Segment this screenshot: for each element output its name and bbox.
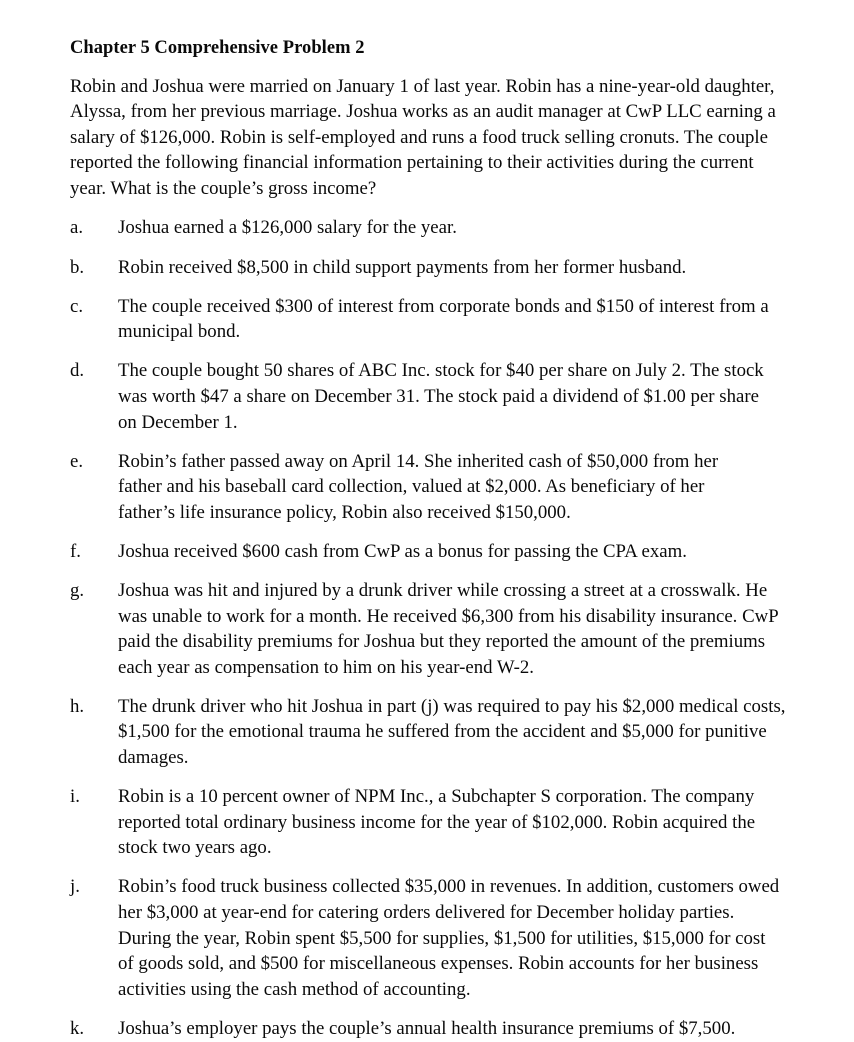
list-item bbox=[70, 784, 796, 861]
list-item-label: b. bbox=[70, 256, 85, 278]
list-item bbox=[70, 215, 796, 241]
list-item bbox=[70, 694, 796, 771]
list-item-label: c. bbox=[70, 295, 84, 317]
page-title: Chapter 5 Comprehensive Problem 2 bbox=[70, 38, 365, 58]
list-item-text: Joshua received $600 cash from CwP as a bonus for passing the CPA exam. bbox=[118, 540, 687, 562]
list-item-text: Joshua earned a $126,000 salary for the year. bbox=[118, 217, 457, 239]
list-item-text: Robin received $8,500 in child support payments from her former husband. bbox=[118, 256, 687, 278]
list-item bbox=[70, 255, 796, 281]
list-item-label: g. bbox=[70, 580, 85, 601]
list-item-label: h. bbox=[70, 695, 85, 717]
list-item-text: Robin’s food truck business collected $35,000 in revenues. In addition, customers owed her $3,000 at year-end for catering orders delivered for December holiday parties. During the year, Robin spent $5,500 for supplies, $1,500 for utilities, $15,000 for cost of goods sold, and $500 for miscellaneous expenses. Robin accounts for her business activities using the cash method of accounting. bbox=[118, 876, 780, 1000]
list-item-text: The couple bought 50 shares of ABC Inc. stock for $40 per share on July 2. The stock was worth $47 a share on December 31. The stock paid a dividend of $1.00 per share on December 1. bbox=[118, 360, 764, 433]
list-item bbox=[70, 539, 796, 565]
list-item-label: j. bbox=[70, 876, 80, 898]
list-item-label: f. bbox=[70, 540, 81, 562]
list-item-label: i. bbox=[70, 786, 80, 808]
list-item-text: Joshua’s employer pays the couple’s annual health insurance premiums of $7,500. bbox=[118, 1017, 736, 1039]
list-item-label: e. bbox=[70, 450, 84, 472]
intro-paragraph: Robin and Joshua were married on January 1 of last year. Robin has a nine-year-old daughter, Alyssa, from her previous marriage. Joshua works as an audit manager at CwP LLC earning a salary of $126,000. Robin is self-employed and runs a food truck selling cronuts. The couple reported the following financial information pertaining to their activities during the current year. What is the couple’s gross income? bbox=[70, 75, 776, 199]
list-item-label: a. bbox=[70, 217, 84, 239]
list-item-text: Joshua was hit and injured by a drunk driver while crossing a street at a crosswalk. He was unable to work for a month. He received $6,300 from his disability insurance. CwP paid the disability premiums for Joshua but they reported the amount of the premiums each year as compensation to him on his year-end W-2. bbox=[118, 580, 778, 678]
list-item-label: k. bbox=[70, 1017, 85, 1039]
list-item-text: The couple received $300 of interest from corporate bonds and $150 of interest from a municipal bond. bbox=[118, 295, 769, 343]
list-item bbox=[70, 358, 796, 435]
list-item bbox=[70, 874, 796, 1002]
problem-item-list bbox=[70, 215, 792, 1041]
list-item bbox=[70, 1016, 796, 1042]
list-item-label: d. bbox=[70, 360, 85, 382]
list-item-text: The drunk driver who hit Joshua in part (j) was required to pay his $2,000 medical costs, $1,500 for the emotional trauma he suffered from the accident and $5,000 for punitive damages. bbox=[118, 695, 786, 769]
list-item bbox=[70, 449, 796, 526]
list-item bbox=[70, 578, 796, 680]
list-item-text: Robin is a 10 percent owner of NPM Inc., a Subchapter S corporation. The company reported total ordinary business income for the year of $102,000. Robin acquired the stock two years ago. bbox=[118, 786, 756, 859]
list-item-text: Robin’s father passed away on April 14. She inherited cash of $50,000 from her father and his baseball card collection, valued at $2,000. As beneficiary of her father’s life insurance policy, Robin also received $150,000. bbox=[118, 450, 719, 523]
list-item bbox=[70, 294, 796, 345]
